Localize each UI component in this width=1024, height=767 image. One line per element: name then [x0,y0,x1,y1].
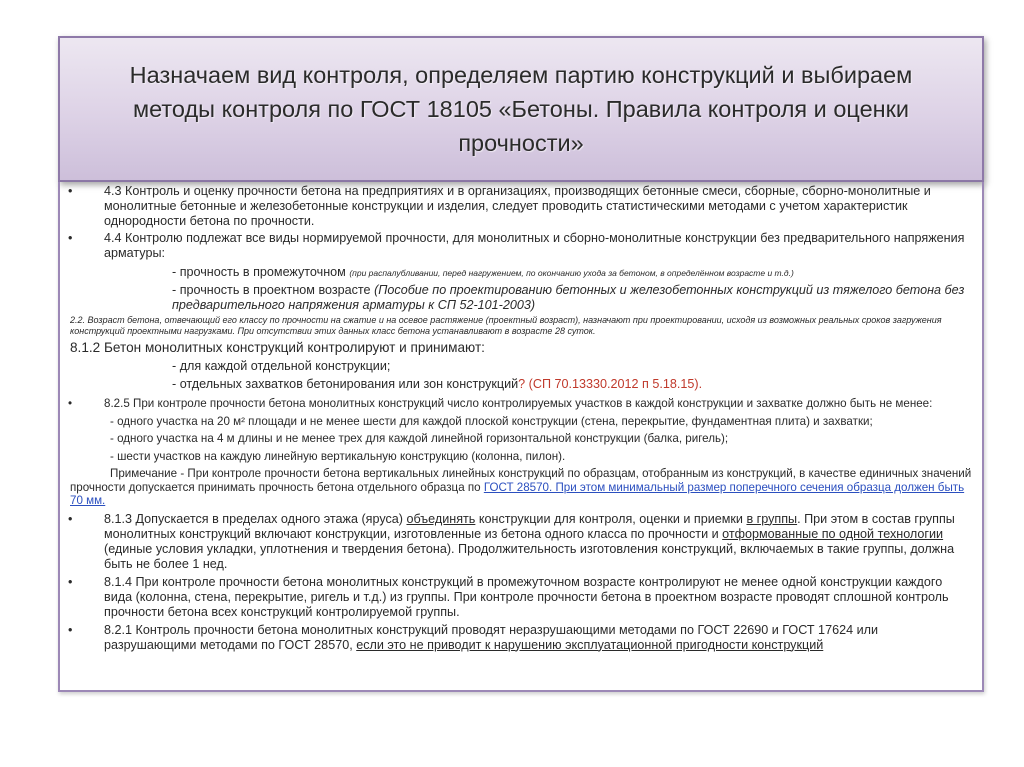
concreting-zones-item [68,377,973,392]
paragraph-4-3 [68,184,973,229]
paragraph-8-1-2-heading: 8.1.2 Бетон монолитных конструкций контролируют и принимают: [70,340,485,355]
concreting-zones-text: - отдельных захватков бетонирования или зон конструкций [172,377,519,391]
strength-design-note: (Пособие по проектированию бетонных и железобетонных конструкций из тяжелого бетона без предварительного напряжения арматуры к СП 52-101-2003) [172,283,965,312]
title-banner [58,36,984,182]
sites-vertical-item: - шести участков на каждую линейную вертикальную конструкцию (колонна, пилон). [110,449,566,463]
paragraph-2-2: 2.2. Возраст бетона, отвечающий его классу по прочности на сжатие и на осевое растяжение (проектный возраст), назначают при проектировании, исходя из возможных реальных сроков загружения конструкций проектными нагрузками. При отсутствии этих данных класс бетона устанавливают в возрасте 28 суток. [70,315,942,336]
bullet: • [68,574,73,589]
title-line-3: прочности» [458,130,584,156]
paragraph-8-1-4 [68,575,973,620]
bullet: • [68,184,73,198]
strength-design-text: - прочность в проектном возрасте [172,283,375,297]
bullet: • [68,511,73,526]
strength-intermediate-item [68,265,973,281]
bullet: • [68,231,73,245]
strength-intermediate-text: - прочность в промежуточном [172,265,350,279]
strength-design-item [68,283,973,313]
sites-per-length-item: - одного участка на 4 м длины и не менее трех для каждой линейной горизонтальной конструкции (балка, ригель); [110,432,729,445]
note-paragraph [68,467,973,508]
slide-title [110,58,933,160]
sites-per-area-item: - одного участка на 20 м² площади и не менее шести для каждой плоской конструкции (стена, перекрытие, фундаментная плита) и захватки; [110,414,873,428]
paragraph-4-3-text: 4.3 Контроль и оценку прочности бетона на предприятиях и в организациях, производящих бетонные смеси, сборные, сборно-монолитные и монолитные бетонные и железобетонные конструкции и изделия, следует проводить статистическими методами с учетом характеристик однородности бетона по прочности. [104,184,931,228]
content-body [68,184,973,653]
paragraph-4-4-text: 4.4 Контролю подлежат все виды нормируемой прочности, для монолитных и сборно-монолитные конструкции без предварительного напряжения арматуры: [104,231,965,260]
strength-intermediate-note: (при распалубливании, перед нагружением, по окончанию ухода за бетоном, в определённом возрасте и т.д.) [349,268,794,278]
sp-reference: ? (СП 70.13330.2012 п 5.18.15). [518,377,703,391]
paragraph-8-2-5 [68,397,973,411]
paragraph-4-4 [68,231,973,261]
bullet: • [68,397,73,410]
paragraph-8-2-5-text: 8.2.5 При контроле прочности бетона монолитных конструкций число контролируемых участков в каждой конструкции и захватке должно быть не менее: [104,397,933,410]
paragraph-8-1-4-text: 8.1.4 При контроле прочности бетона монолитных конструкций в промежуточном возрасте контролируют не менее одной конструкции каждого вида (колонна, стена, перекрытие, ригель и т.д.) из группы. При контроле прочности бетона в проектном возрасте проводят сплошной контроль прочности бетона всех конструкций контролируемой группы. [104,574,949,619]
title-line-1: Назначаем вид контроля, определяем партию конструкций и выбираем [129,62,913,88]
paragraph-8-1-3: • 8.1.3 Допускается в пределах одного этажа (яруса) объединять конструкции для контроля, оценки и приемки в группы. При этом в состав группы монолитных конструкций включают конструкции, изготовленные из бетона одного класса по прочности и отформованные по одной технологии (единые условия укладки, уплотнения и твердения бетона). Продолжительность изготовления конструкций, включаемых в такие группы, должна быть не более 1 нед. [68,511,955,571]
title-line-2: методы контроля по ГОСТ 18105 «Бетоны. Правила контроля и оценки [132,96,910,122]
gost-28570-link[interactable]: ГОСТ 28570. При этом минимальный размер поперечного сечения образца должен быть 70 мм. [70,480,965,507]
each-construction-item: - для каждой отдельной конструкции; [172,359,391,373]
paragraph-8-2-1: • 8.2.1 Контроль прочности бетона монолитных конструкций проводят неразрушающими методами по ГОСТ 22690 и ГОСТ 17624 или разрушающими методами по ГОСТ 28570, если это не приводит к нарушению эксплуатационной пригодности конструкций [68,622,878,652]
note-text: Примечание - При контроле прочности бетона вертикальных линейных конструкций по образцам, отобранным из конструкций, в качестве единичных значений прочности допускается принимать прочность бетона отдельного образца по [70,467,972,494]
bullet: • [68,622,73,637]
